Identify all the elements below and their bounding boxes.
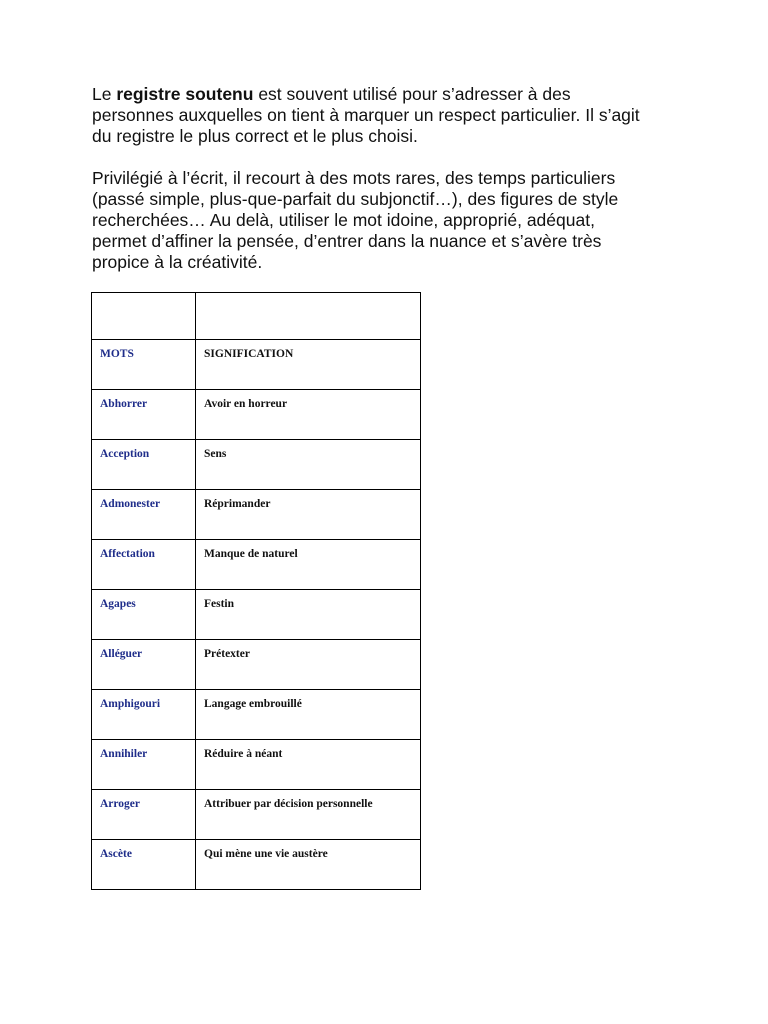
intro-text [92, 84, 652, 273]
meaning-cell: Langage embrouillé [196, 690, 421, 740]
meaning-cell: Qui mène une vie austère [196, 840, 421, 890]
table-row [92, 540, 421, 590]
meaning-cell: Prétexter [196, 640, 421, 690]
intro-p1-bold-term: registre soutenu [116, 84, 254, 104]
table-row [92, 690, 421, 740]
meaning-cell: Sens [196, 440, 421, 490]
intro-p1-start: Le [92, 84, 117, 104]
word-cell: Acception [92, 440, 196, 490]
table-header-row [92, 340, 421, 390]
header-meaning: SIGNIFICATION [196, 340, 421, 390]
table-row [92, 440, 421, 490]
table-empty-row [92, 293, 421, 340]
word-cell: Annihiler [92, 740, 196, 790]
word-cell: Ascète [92, 840, 196, 890]
word-cell: Admonester [92, 490, 196, 540]
word-cell: Alléguer [92, 640, 196, 690]
meaning-cell: Festin [196, 590, 421, 640]
word-cell: Abhorrer [92, 390, 196, 440]
meaning-cell: Réprimander [196, 490, 421, 540]
word-cell: Arroger [92, 790, 196, 840]
table-row [92, 490, 421, 540]
empty-cell [92, 293, 196, 340]
vocabulary-table-body [92, 293, 421, 890]
vocabulary-table [91, 292, 421, 890]
word-cell: Amphigouri [92, 690, 196, 740]
intro-paragraph-1 [92, 84, 652, 147]
word-cell: Affectation [92, 540, 196, 590]
table-row [92, 790, 421, 840]
table-row [92, 640, 421, 690]
meaning-cell: Attribuer par décision personnelle [196, 790, 421, 840]
table-row [92, 590, 421, 640]
word-cell: Agapes [92, 590, 196, 640]
table-row [92, 390, 421, 440]
table-row [92, 840, 421, 890]
header-words: MOTS [92, 340, 196, 390]
meaning-cell: Avoir en horreur [196, 390, 421, 440]
meaning-cell: Manque de naturel [196, 540, 421, 590]
empty-cell [196, 293, 421, 340]
intro-p1-rest: est souvent utilisé pour s’adresser à des personnes auxquelles on tient à marquer un respect particulier. Il s’agit du registre le plus correct et le plus choisi. [92, 84, 640, 146]
intro-paragraph-2: Privilégié à l’écrit, il recourt à des mots rares, des temps particuliers (passé simple, plus-que-parfait du subjonctif…), des figures de style recherchées… Au delà, utiliser le mot idoine, approprié, adéquat, permet d’affiner la pensée, d’entrer dans la nuance et s’avère très propice à la créativité. [92, 168, 619, 272]
table-row [92, 740, 421, 790]
meaning-cell: Réduire à néant [196, 740, 421, 790]
